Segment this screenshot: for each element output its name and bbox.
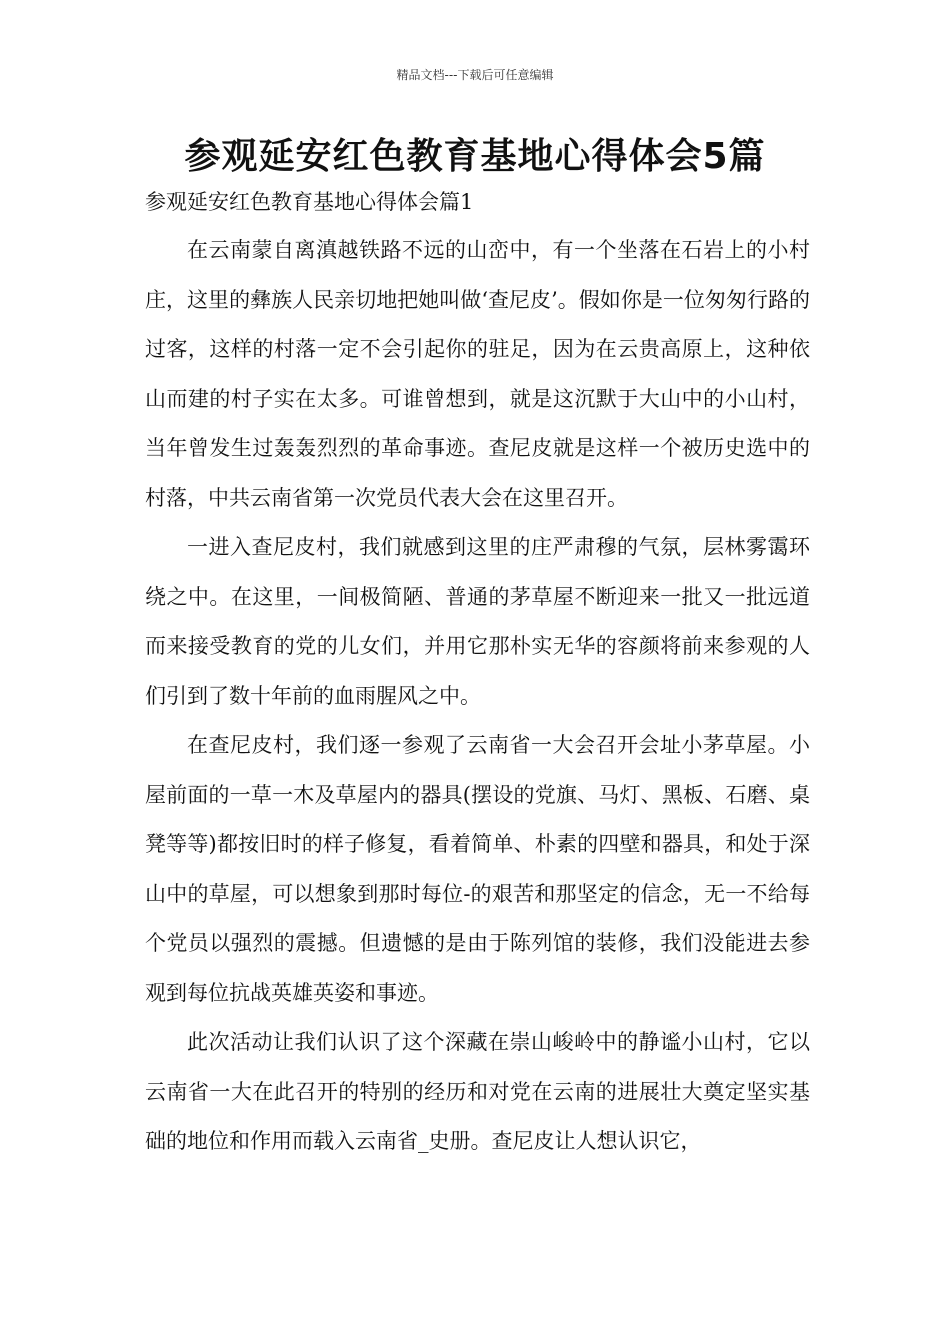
paragraph-1: 在云南蒙自离滇越铁路不远的山峦中，有一个坐落在石岩上的小村庄，这里的彝族人民亲切地把她叫做‘查尼皮’。假如你是一位匆匆行路的过客，这样的村落一定不会引起你的驻足，因为在云贵高原上，这种依山而建的村子实在太多。可谁曾想到，就是这沉默于大山中的小山村，当年曾发生过轰轰烈烈的革命事迹。查尼皮就是这样一个被历史选中的村落，中共云南省第一次党员代表大会在这里召开。 — [145, 238, 810, 510]
paragraph-2: 一进入查尼皮村，我们就感到这里的庄严肃穆的气氛，层林雾霭环绕之中。在这里，一间极简陋、普通的茅草屋不断迎来一批又一批远道而来接受教育的党的儿女们，并用它那朴实无华的容颜将前来参观的人们引到了数十年前的血雨腥风之中。 — [145, 535, 810, 708]
paragraph-4: 此次活动让我们认识了这个深藏在崇山峻岭中的静谧小山村，它以云南省一大在此召开的特别的经历和对党在云南的进展壮大奠定坚实基础的地位和作用而载入云南省_史册。查尼皮让人想认识它， — [145, 1030, 810, 1153]
document-title: 参观延安红色教育基地心得体会5篇 — [184, 136, 766, 177]
header-note: 精品文档---下载后可任意编辑 — [396, 68, 554, 82]
section-heading: 参观延安红色教育基地心得体会篇1 — [145, 190, 474, 214]
body-text — [145, 226, 810, 1167]
paragraph-3: 在查尼皮村，我们逐一参观了云南省一大会召开会址小茅草屋。小屋前面的一草一木及草屋内的器具(摆设的党旗、马灯、黑板、石磨、桌凳等等)都按旧时的样子修复，看着简单、朴素的四壁和器具，和处于深山中的草屋，可以想象到那时每位-的艰苦和那坚定的信念，无一不给每个党员以强烈的震撼。但遗憾的是由于陈列馆的装修，我们没能进去参观到每位抗战英雄英姿和事迹。 — [145, 733, 810, 1005]
